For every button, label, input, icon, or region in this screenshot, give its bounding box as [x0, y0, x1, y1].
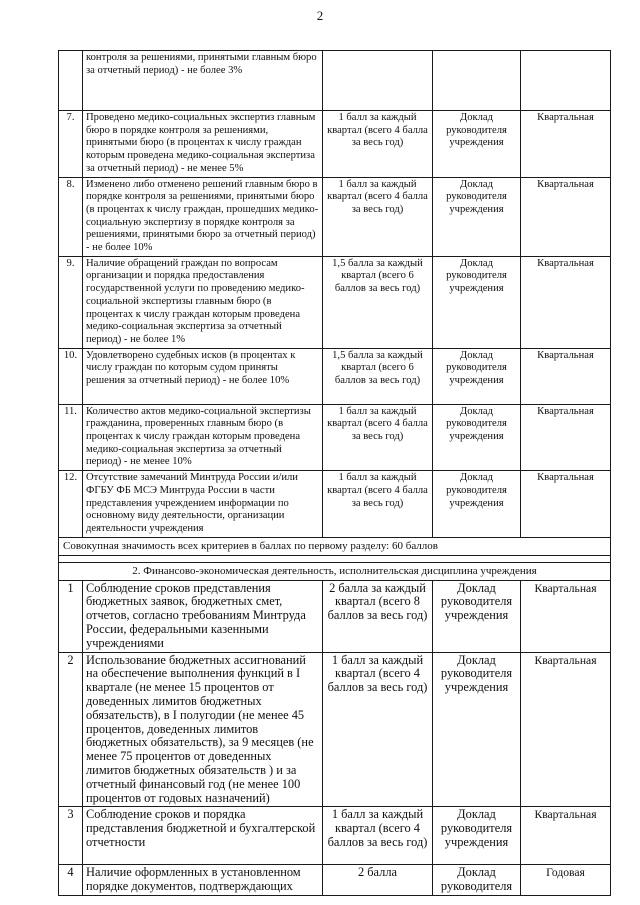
score-cell: 1,5 балла за каждый квартал (всего 6 баллов за весь год): [323, 256, 433, 348]
criterion-text: Проведено медико-социальных экспертиз главным бюро в порядке контроля за решениями, принятыми бюро (в процентах к числу граждан которым проведена медико-социальная экспертиза за отчетный период) - не менее 5%: [83, 111, 323, 178]
source-cell: Доклад руководителя учреждения: [433, 580, 521, 652]
table-row: [59, 348, 611, 404]
source-cell: Доклад руководителя учреждения: [433, 177, 521, 256]
page-number: 2: [316, 8, 324, 23]
score-cell: 1 балл за каждый квартал (всего 4 балла за весь год): [323, 177, 433, 256]
period-cell: Квартальная: [521, 177, 611, 256]
row-number: 3: [59, 807, 83, 865]
period-cell: Квартальная: [521, 404, 611, 471]
spacer-row: [59, 555, 611, 562]
source-cell: Доклад руководителя учреждения: [433, 111, 521, 178]
source-cell: Доклад руководителя учреждения: [433, 348, 521, 404]
criterion-text: Соблюдение сроков и порядка представления бюджетной и бухгалтерской отчетности: [83, 807, 323, 865]
source-cell: Доклад руководителя учреждения: [433, 807, 521, 865]
row-number: 10.: [59, 348, 83, 404]
period-cell: Квартальная: [521, 807, 611, 865]
table-row: [59, 111, 611, 178]
period-cell: [521, 51, 611, 111]
criteria-table: [58, 50, 611, 896]
source-cell: Доклад руководителя: [433, 865, 521, 896]
row-number: 8.: [59, 177, 83, 256]
table-row: [59, 256, 611, 348]
row-number: 12.: [59, 471, 83, 538]
criterion-text: Использование бюджетных ассигнований на обеспечение выполнения функций в I квартале (не менее 15 процентов от доведенных лимитов бюджетных обязательств), в I полугодии (не менее 45 процентов, доведенных лимитов бюджетных обязательств), за 9 месяцев (не менее 75 процентов от доведенных лимитов бюджетных обязательств ) и за отчетный финансовый год (не менее 100 процентов от годовых назначений): [83, 652, 323, 807]
row-number: 4: [59, 865, 83, 896]
section-header-row: [59, 562, 611, 580]
score-cell: 1 балл за каждый квартал (всего 4 балла за весь год): [323, 404, 433, 471]
table-row: [59, 580, 611, 652]
criterion-text: контроля за решениями, принятыми главным бюро за отчетный период) - не более 3%: [83, 51, 323, 111]
source-cell: Доклад руководителя учреждения: [433, 652, 521, 807]
table-row: [59, 404, 611, 471]
period-cell: Квартальная: [521, 471, 611, 538]
source-cell: Доклад руководителя учреждения: [433, 471, 521, 538]
criterion-text: Изменено либо отменено решений главным бюро в порядке контроля за решениями, принятыми бюро (в процентах к числу граждан, прошедших медико-социальную экспертизу в порядке контроля за решениями, принятыми бюро за отчетный период) - не более 10%: [83, 177, 323, 256]
table-row: [59, 652, 611, 807]
criterion-text: Наличие оформленных в установленном порядке документов, подтверждающих: [83, 865, 323, 896]
score-cell: 1 балл за каждый квартал (всего 4 балла за весь год): [323, 471, 433, 538]
row-number: [59, 51, 83, 111]
source-cell: Доклад руководителя учреждения: [433, 404, 521, 471]
section1-summary: Совокупная значимость всех критериев в баллах по первому разделу: 60 баллов: [59, 537, 611, 555]
criterion-text: Количество актов медико-социальной экспертизы гражданина, проверенных главным бюро (в процентах к числу граждан которым проведена медико-социальная экспертиза за отчетный период) - не менее 10%: [83, 404, 323, 471]
source-cell: [433, 51, 521, 111]
period-cell: Квартальная: [521, 111, 611, 178]
table-row: [59, 865, 611, 896]
section-summary-row: [59, 537, 611, 555]
criterion-text: Отсутствие замечаний Минтруда России и/или ФГБУ ФБ МСЭ Минтруда России в части представления учреждением информации по основному виду деятельности, организации деятельности учреждения: [83, 471, 323, 538]
period-cell: Квартальная: [521, 580, 611, 652]
period-cell: Годовая: [521, 865, 611, 896]
score-cell: 1 балл за каждый квартал (всего 4 баллов за весь год): [323, 807, 433, 865]
score-cell: 1 балл за каждый квартал (всего 4 балла за весь год): [323, 111, 433, 178]
criterion-text: Соблюдение сроков представления бюджетных заявок, бюджетных смет, отчетов, согласно требованиям Минтруда России, федеральными казенными учреждениями: [83, 580, 323, 652]
row-number: 2: [59, 652, 83, 807]
criterion-text: Наличие обращений граждан по вопросам организации и порядка предоставления государственной услуги по проведению медико-социальной экспертизы главным бюро (в процентах к числу граждан которым проведена медико-социальная экспертиза за отчетный период) - не более 1%: [83, 256, 323, 348]
score-cell: 2 балла: [323, 865, 433, 896]
score-cell: 1 балл за каждый квартал (всего 4 баллов за весь год): [323, 652, 433, 807]
row-number: 1: [59, 580, 83, 652]
score-cell: [323, 51, 433, 111]
table-row: [59, 177, 611, 256]
row-number: 11.: [59, 404, 83, 471]
section2-title: 2. Финансово-экономическая деятельность, исполнительская дисциплина учреждения: [59, 562, 611, 580]
table-row: [59, 471, 611, 538]
score-cell: 2 балла за каждый квартал (всего 8 баллов за весь год): [323, 580, 433, 652]
period-cell: Квартальная: [521, 348, 611, 404]
table-row: [59, 807, 611, 865]
table-row: [59, 51, 611, 111]
period-cell: Квартальная: [521, 256, 611, 348]
score-cell: 1,5 балла за каждый квартал (всего 6 баллов за весь год): [323, 348, 433, 404]
source-cell: Доклад руководителя учреждения: [433, 256, 521, 348]
row-number: 9.: [59, 256, 83, 348]
row-number: 7.: [59, 111, 83, 178]
period-cell: Квартальная: [521, 652, 611, 807]
criterion-text: Удовлетворено судебных исков (в процентах к числу граждан по которым судом приняты решения за отчетный период) - не более 10%: [83, 348, 323, 404]
